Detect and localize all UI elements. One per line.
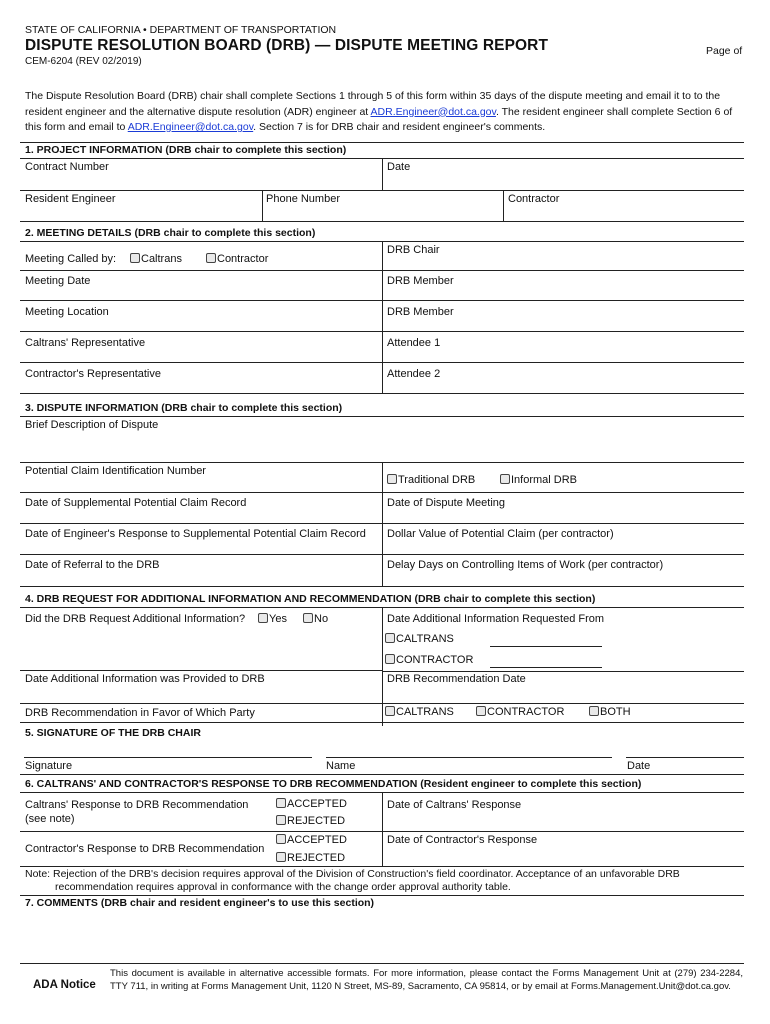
- divider: [20, 142, 744, 143]
- date-caltrans-response-label: Date of Caltrans' Response: [387, 799, 522, 811]
- date-provided-label: Date Additional Information was Provided to DRB: [25, 673, 265, 685]
- delay-days-label: Delay Days on Controlling Items of Work (per contractor): [387, 559, 664, 571]
- requested-caltrans-date-line[interactable]: [490, 646, 602, 647]
- checkbox[interactable]: [303, 613, 313, 623]
- divider: [20, 221, 744, 222]
- date-line[interactable]: [626, 757, 744, 758]
- attendee-1-label: Attendee 1: [387, 337, 441, 349]
- contractor-response-label: Contractor's Response to DRB Recommendation: [25, 843, 265, 855]
- divider: [20, 554, 744, 555]
- divider: [382, 792, 383, 866]
- requested-contractor-option[interactable]: CONTRACTOR: [385, 654, 473, 666]
- date-engineer-response-label: Date of Engineer's Response to Supplemental Potential Claim Record: [25, 528, 366, 540]
- section-1-title: 1. PROJECT INFORMATION (DRB chair to complete this section): [25, 144, 347, 156]
- ada-notice-title: ADA Notice: [33, 979, 96, 991]
- date-contractor-response-label: Date of Contractor's Response: [387, 834, 538, 846]
- brief-description-label: Brief Description of Dispute: [25, 419, 159, 431]
- informal-drb-option[interactable]: Informal DRB: [500, 474, 577, 486]
- name-line[interactable]: [326, 757, 612, 758]
- checkbox[interactable]: [500, 474, 510, 484]
- drb-chair-label: DRB Chair: [387, 244, 440, 256]
- resident-engineer-label: Resident Engineer: [25, 193, 116, 205]
- divider: [20, 331, 744, 332]
- requested-contractor-date-line[interactable]: [490, 667, 602, 668]
- caltrans-rejected-option[interactable]: REJECTED: [276, 815, 345, 827]
- divider: [20, 362, 744, 363]
- divider: [20, 270, 744, 271]
- divider: [20, 393, 744, 394]
- section-4-title: 4. DRB REQUEST FOR ADDITIONAL INFORMATION AND RECOMMENDATION (DRB chair to complete this section): [25, 593, 596, 605]
- phone-number-label: Phone Number: [266, 193, 340, 205]
- favor-contractor-option[interactable]: CONTRACTOR: [476, 706, 564, 718]
- divider: [20, 492, 744, 493]
- signature-label: Signature: [25, 760, 73, 772]
- contractor-rep-label: Contractor's Representative: [25, 368, 161, 380]
- section-5-title: 5. SIGNATURE OF THE DRB CHAIR: [25, 727, 201, 739]
- checkbox[interactable]: [385, 633, 395, 643]
- divider: [503, 190, 504, 221]
- checkbox[interactable]: [276, 852, 286, 862]
- favor-both-option[interactable]: BOTH: [589, 706, 631, 718]
- dollar-value-label: Dollar Value of Potential Claim (per contractor): [387, 528, 614, 540]
- recommendation-date-label: DRB Recommendation Date: [387, 673, 526, 685]
- adr-email-link-2[interactable]: ADR.Engineer@dot.ca.gov: [127, 121, 254, 133]
- divider: [20, 774, 744, 775]
- divider: [382, 607, 383, 726]
- ada-notice-text: This document is available in alternative accessible formats. For more information, please contact the Forms Management Unit at (279) 234-2284, TTY 711, in writing at Forms Management Unit, 1120 N Street, MS-89, Sacramento, CA 95814, or by email at Forms.Management.Unit@dot.ca.gov.: [110, 968, 743, 992]
- divider: [382, 241, 383, 393]
- checkbox[interactable]: [130, 253, 140, 263]
- divider: [262, 190, 263, 221]
- checkbox[interactable]: [276, 798, 286, 808]
- note-text: Note: Rejection of the DRB's decision requires approval of the Division of Construction's field coordinator. Acceptance of an unfavorable DRB: [25, 868, 680, 880]
- date-supp-claim-label: Date of Supplemental Potential Claim Record: [25, 497, 247, 509]
- checkbox[interactable]: [385, 706, 395, 716]
- divider: [20, 963, 744, 964]
- adr-email-link[interactable]: ADR.Engineer@dot.ca.gov: [370, 105, 496, 118]
- agency-line: STATE OF CALIFORNIA • DEPARTMENT OF TRANSPORTATION: [25, 24, 337, 36]
- divider: [20, 670, 382, 671]
- checkbox[interactable]: [206, 253, 216, 263]
- date-label: Date: [627, 760, 651, 772]
- attendee-2-label: Attendee 2: [387, 368, 441, 380]
- checkbox[interactable]: [276, 815, 286, 825]
- form-number: CEM-6204 (REV 02/2019): [25, 56, 142, 67]
- contractor-rejected-option[interactable]: REJECTED: [276, 852, 345, 864]
- divider: [382, 462, 383, 586]
- request-yes-option[interactable]: Yes: [258, 613, 287, 625]
- comments-area[interactable]: [24, 913, 744, 959]
- did-request-label: Did the DRB Request Additional Information?: [25, 613, 246, 625]
- drb-member-label-2: DRB Member: [387, 306, 454, 318]
- divider: [382, 158, 383, 190]
- meeting-called-by-label: Meeting Called by:: [25, 253, 117, 265]
- name-label: Name: [326, 760, 356, 772]
- divider: [20, 703, 744, 704]
- contract-number-label: Contract Number: [25, 161, 109, 173]
- date-dispute-meeting-label: Date of Dispute Meeting: [387, 497, 506, 509]
- drb-member-label: DRB Member: [387, 275, 454, 287]
- date-requested-from-label: Date Additional Information Requested From: [387, 613, 605, 625]
- intro-paragraph: The Dispute Resolution Board (DRB) chair shall complete Sections 1 through 5 of this form within 35 days of the dispute meeting and email it to to the resident engineer and the alternative dispute resolution (ADR) engineer at ADR.Engineer@dot.ca.gov. The resident engineer shall complete Section 6 of this form and email to ADR.Engineer@dot.ca.gov. Section 7 is for DRB chair and resident engineer's comments.: [25, 90, 733, 133]
- favor-party-label: DRB Recommendation in Favor of Which Party: [25, 707, 255, 719]
- signature-line[interactable]: [24, 757, 312, 758]
- contractor-label: Contractor: [508, 193, 560, 205]
- divider: [20, 523, 744, 524]
- page-label: Page of: [706, 45, 743, 57]
- caltrans-rep-label: Caltrans' Representative: [25, 337, 146, 349]
- checkbox[interactable]: [589, 706, 599, 716]
- divider: [20, 300, 744, 301]
- section-6-title: 6. CALTRANS' AND CONTRACTOR'S RESPONSE TO DRB RECOMMENDATION (Resident engineer to complete this section): [25, 778, 642, 790]
- divider: [20, 722, 744, 723]
- checkbox[interactable]: [385, 654, 395, 664]
- date-label: Date: [387, 161, 411, 173]
- checkbox[interactable]: [476, 706, 486, 716]
- called-by-contractor-option[interactable]: Contractor: [206, 253, 268, 265]
- checkbox[interactable]: [258, 613, 268, 623]
- section-7-title: 7. COMMENTS (DRB chair and resident engineer's to use this section): [25, 897, 375, 909]
- divider: [20, 866, 744, 867]
- caltrans-response-label: Caltrans' Response to DRB Recommendation: [25, 799, 249, 811]
- divider: [20, 586, 744, 587]
- caltrans-accepted-option[interactable]: ACCEPTED: [276, 798, 347, 810]
- section-2-title: 2. MEETING DETAILS (DRB chair to complete this section): [25, 227, 316, 239]
- meeting-location-label: Meeting Location: [25, 306, 109, 318]
- request-no-option[interactable]: No: [303, 613, 328, 625]
- divider: [20, 895, 744, 896]
- see-note-label: (see note): [25, 813, 75, 825]
- traditional-drb-option[interactable]: Traditional DRB: [387, 474, 475, 486]
- contractor-accepted-option[interactable]: ACCEPTED: [276, 834, 347, 846]
- called-by-caltrans-option[interactable]: Caltrans: [130, 253, 182, 265]
- checkbox[interactable]: [276, 834, 286, 844]
- meeting-date-label: Meeting Date: [25, 275, 91, 287]
- divider: [20, 190, 744, 191]
- checkbox[interactable]: [387, 474, 397, 484]
- note-text-continued: recommendation requires approval in conformance with the change order approval authority table.: [55, 881, 511, 893]
- requested-caltrans-option[interactable]: CALTRANS: [385, 633, 454, 645]
- potential-claim-id-label: Potential Claim Identification Number: [25, 465, 206, 477]
- divider: [20, 831, 744, 832]
- form-title: DISPUTE RESOLUTION BOARD (DRB) — DISPUTE MEETING REPORT: [25, 37, 549, 54]
- date-referral-label: Date of Referral to the DRB: [25, 559, 160, 571]
- divider: [382, 671, 744, 672]
- divider: [20, 416, 744, 417]
- favor-caltrans-option[interactable]: CALTRANS: [385, 706, 454, 718]
- section-3-title: 3. DISPUTE INFORMATION (DRB chair to complete this section): [25, 402, 343, 414]
